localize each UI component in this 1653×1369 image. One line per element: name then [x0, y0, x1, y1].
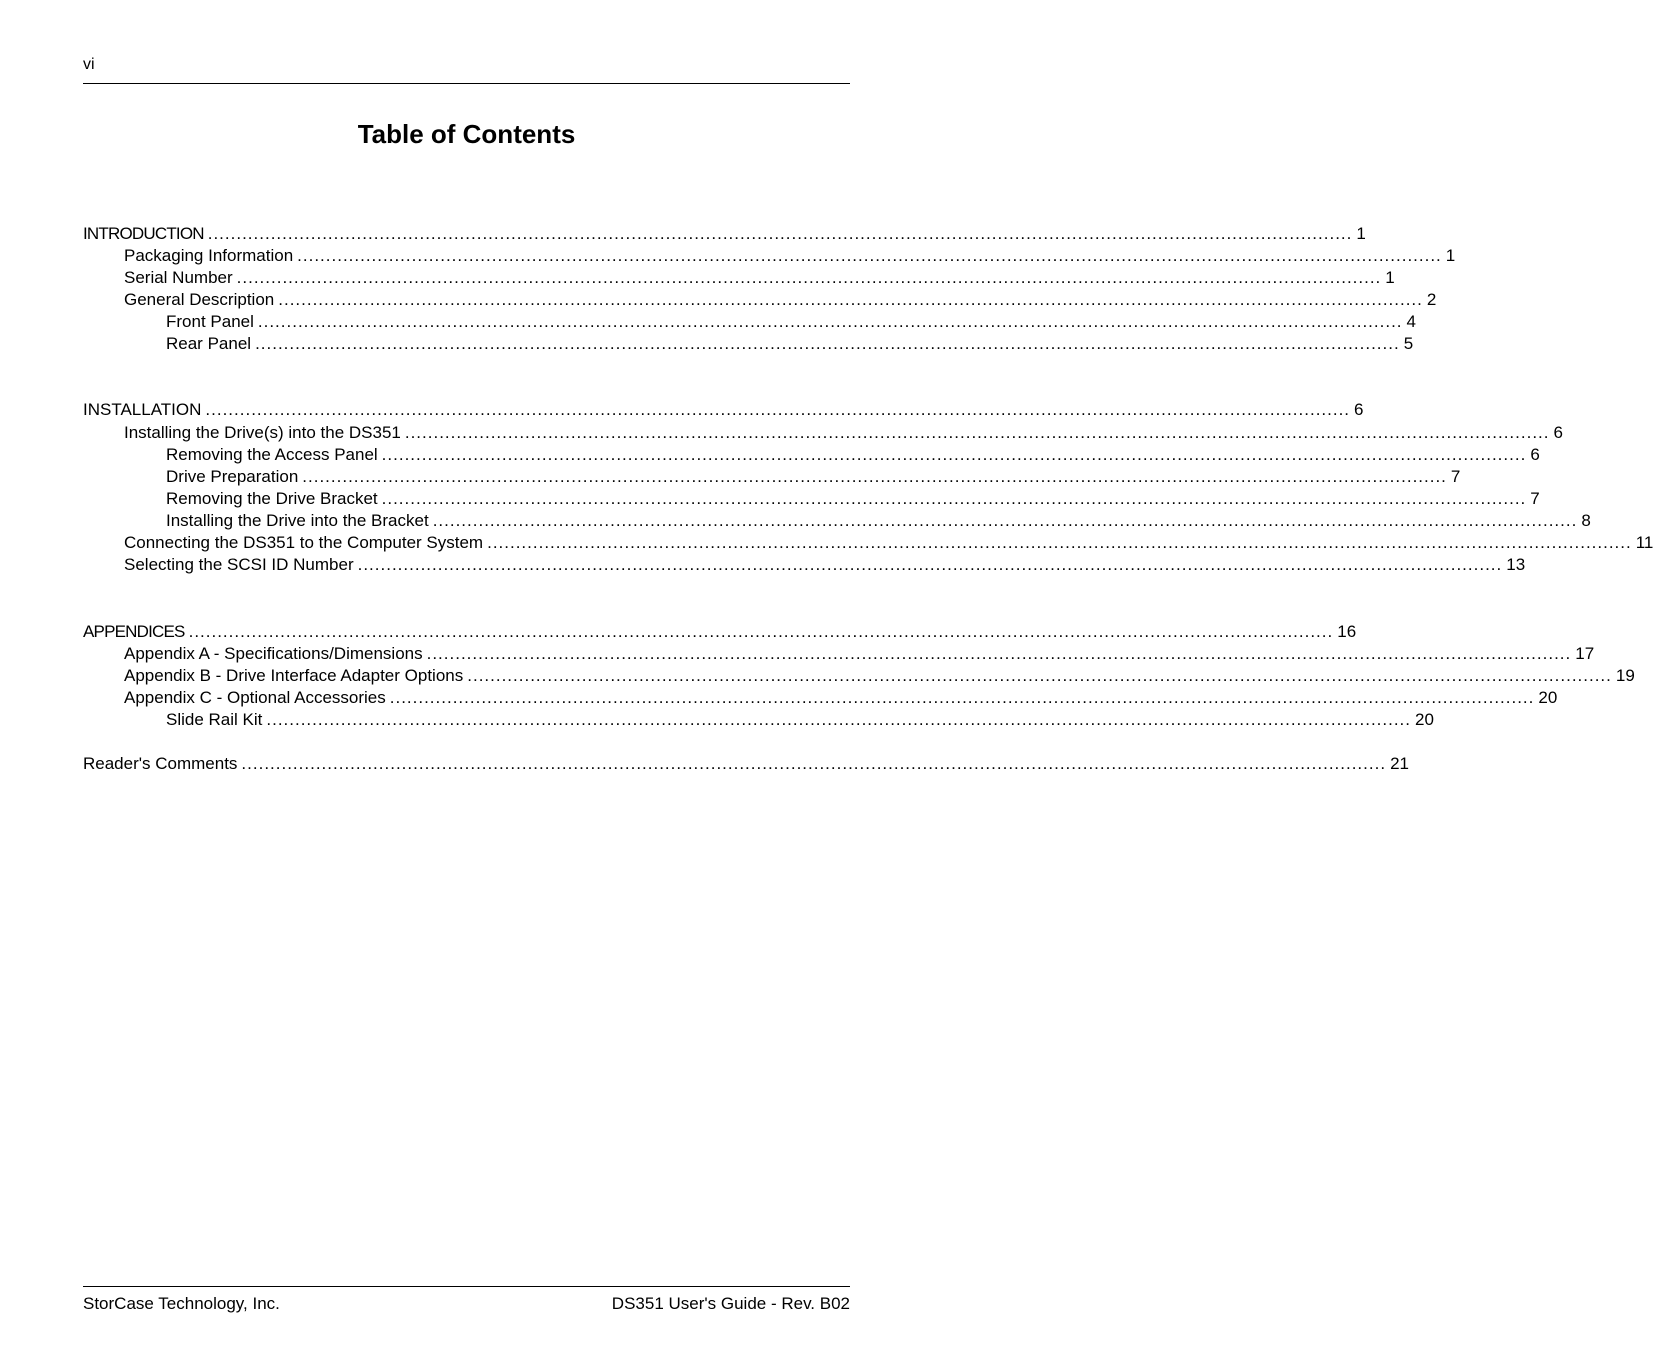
dot-leader: ........................................................................................................................................................................................................: [255, 334, 1400, 353]
dot-leader: ........................................................................................................................................................................................................: [266, 710, 1412, 729]
dot-leader: ........................................................................................................................................................................................................: [257, 312, 1403, 331]
toc-entry-serial-number[interactable]: [124, 267, 1395, 289]
dot-leader: ........................................................................................................................................................................................................: [381, 445, 1527, 464]
toc-entry-page: 6: [1530, 445, 1540, 464]
toc-entry-appendices[interactable]: [83, 621, 1357, 643]
dot-leader: ........................................................................................................................................................................................................: [188, 622, 1334, 641]
toc-entry-page: 19: [1615, 666, 1635, 685]
dot-leader: ........................................................................................................................................................................................................: [432, 511, 1578, 530]
dot-leader: ........................................................................................................................................................................................................: [207, 224, 1353, 243]
toc-entry-page: 11: [1635, 533, 1653, 552]
toc-entry-label: APPENDICES: [83, 622, 185, 641]
footer-company: StorCase Technology, Inc.: [83, 1294, 280, 1313]
toc-entry-appendix-a[interactable]: [124, 643, 1595, 665]
toc-entry-label: Reader's Comments: [83, 754, 238, 773]
toc-entry-page: 7: [1530, 489, 1540, 508]
dot-leader: ........................................................................................................................................................................................................: [467, 666, 1612, 685]
toc-entry-packaging-information[interactable]: [124, 245, 1456, 267]
toc-entry-page: 1: [1445, 246, 1456, 265]
dot-leader: ........................................................................................................................................................................................................: [302, 467, 1447, 486]
toc-entry-front-panel[interactable]: [166, 311, 1416, 333]
toc-entry-label: Connecting the DS351 to the Computer System: [124, 533, 484, 552]
toc-entry-label: INSTALLATION: [83, 400, 202, 419]
toc-entry-label: Installing the Drive into the Bracket: [166, 511, 429, 530]
toc-entry-installing-drive-bracket[interactable]: [166, 510, 1591, 532]
header-rule: [83, 83, 850, 84]
toc-entry-page: 20: [1415, 710, 1434, 729]
toc-entry-page: 6: [1553, 423, 1563, 442]
footer-document-title: DS351 User's Guide - Rev. B02: [611, 1294, 850, 1313]
toc-entry-page: 16: [1337, 622, 1357, 641]
toc-entry-connecting-ds351[interactable]: [124, 532, 1653, 554]
toc-entry-page: 7: [1450, 467, 1461, 486]
toc-entry-rear-panel[interactable]: [166, 333, 1414, 355]
toc-entry-page: 20: [1538, 688, 1558, 707]
toc-entry-appendix-b[interactable]: [124, 665, 1635, 687]
toc-entry-drive-preparation[interactable]: [166, 466, 1461, 488]
toc-entry-label: Selecting the SCSI ID Number: [124, 555, 354, 574]
dot-leader: ........................................................................................................................................................................................................: [381, 489, 1527, 508]
dot-leader: ........................................................................................................................................................................................................: [426, 644, 1572, 663]
dot-leader: ........................................................................................................................................................................................................: [297, 246, 1442, 265]
toc-entry-introduction[interactable]: [83, 223, 1366, 245]
toc-entry-page: 8: [1581, 511, 1591, 530]
dot-leader: ........................................................................................................................................................................................................: [404, 423, 1550, 442]
dot-leader: ........................................................................................................................................................................................................: [389, 688, 1535, 707]
toc-entry-removing-access-panel[interactable]: [166, 444, 1540, 466]
toc-entry-label: Appendix C - Optional Accessories: [124, 688, 386, 707]
page-number: vi: [83, 56, 95, 73]
toc-entry-label: Installing the Drive(s) into the DS351: [124, 423, 401, 442]
toc-entry-page: 4: [1406, 312, 1416, 331]
dot-leader: ........................................................................................................................................................................................................: [236, 268, 1382, 287]
toc-entry-label: Removing the Drive Bracket: [166, 489, 378, 508]
dot-leader: ........................................................................................................................................................................................................: [241, 754, 1387, 773]
toc-entry-appendix-c[interactable]: [124, 687, 1558, 709]
toc-entry-page: 6: [1354, 400, 1364, 419]
toc-entry-page: 13: [1506, 555, 1526, 574]
toc-entry-label: Serial Number: [124, 268, 233, 287]
toc-entry-removing-drive-bracket[interactable]: [166, 488, 1540, 510]
toc-entry-label: Appendix B - Drive Interface Adapter Options: [124, 666, 464, 685]
toc-entry-label: Removing the Access Panel: [166, 445, 378, 464]
toc-entry-page: 21: [1390, 754, 1409, 773]
dot-leader: ........................................................................................................................................................................................................: [357, 555, 1503, 574]
toc-entry-page: 1: [1356, 224, 1366, 243]
toc-entry-page: 17: [1575, 644, 1595, 663]
toc-entry-label: Appendix A - Specifications/Dimensions: [124, 644, 423, 663]
toc-entry-general-description[interactable]: [124, 289, 1437, 311]
toc-entry-label: INTRODUCTION: [83, 224, 204, 243]
toc-entry-label: Front Panel: [166, 312, 254, 331]
toc-entry-slide-rail-kit[interactable]: [166, 709, 1434, 731]
dot-leader: ........................................................................................................................................................................................................: [278, 290, 1423, 309]
dot-leader: ........................................................................................................................................................................................................: [487, 533, 1632, 552]
toc-entry-page: 1: [1385, 268, 1395, 287]
toc-entry-label: General Description: [124, 290, 275, 309]
toc-entry-readers-comments[interactable]: [83, 753, 1409, 775]
toc-entry-installation[interactable]: [83, 399, 1364, 421]
footer-rule: [83, 1286, 850, 1287]
toc-entry-label: Packaging Information: [124, 246, 294, 265]
toc-entry-installing-drives[interactable]: [124, 422, 1563, 444]
toc-entry-label: Rear Panel: [166, 334, 252, 353]
toc-entry-selecting-scsi-id[interactable]: [124, 554, 1526, 576]
toc-entry-page: 2: [1426, 290, 1437, 309]
toc-entry-page: 5: [1403, 334, 1414, 353]
toc-entry-label: Slide Rail Kit: [166, 710, 263, 729]
toc-entry-label: Drive Preparation: [166, 467, 299, 486]
dot-leader: ........................................................................................................................................................................................................: [205, 400, 1351, 419]
page-title: Table of Contents: [357, 119, 576, 149]
